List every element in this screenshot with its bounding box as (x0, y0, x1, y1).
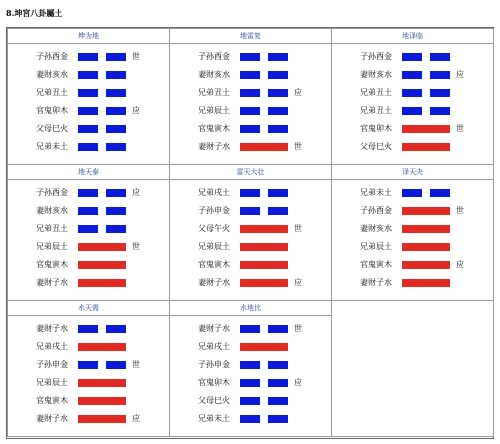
hexagram-line (332, 183, 493, 201)
hexagram-line (8, 65, 169, 83)
yang-line-bar (240, 343, 288, 351)
hexagram-line (8, 137, 169, 155)
line-marker: 世 (132, 360, 140, 369)
hexagram-line (332, 101, 493, 119)
yang-line-bar (240, 225, 288, 233)
line-label: 父母巳火 (36, 124, 68, 133)
yin-line-segment (268, 125, 288, 133)
line-marker: 应 (132, 188, 140, 197)
line-label: 官鬼卯木 (198, 378, 230, 387)
yin-line-segment (268, 107, 288, 115)
line-label: 妻财子水 (36, 278, 68, 287)
line-label: 官鬼寅木 (360, 260, 392, 269)
line-label: 兄弟戌土 (36, 342, 68, 351)
line-label: 官鬼卯木 (36, 106, 68, 115)
yin-line-segment (240, 361, 260, 369)
yin-line-segment (106, 107, 126, 115)
hexagram-panel (7, 28, 170, 165)
yin-line-segment (402, 89, 422, 97)
yang-line-bar (78, 243, 126, 251)
hexagram-line (8, 201, 169, 219)
yin-line-segment (240, 71, 260, 79)
line-label: 妻财亥水 (360, 224, 392, 233)
yin-line-segment (106, 125, 126, 133)
yang-line-bar (240, 279, 288, 287)
line-label: 子孙酉金 (36, 188, 68, 197)
yang-line-bar (78, 397, 126, 405)
yang-line-bar (240, 143, 288, 151)
yin-line-segment (240, 379, 260, 387)
hexagram-panel (7, 300, 170, 437)
line-marker: 世 (132, 52, 140, 61)
line-marker: 世 (132, 242, 140, 251)
yin-line-segment (268, 53, 288, 61)
hexagram-line (170, 273, 331, 291)
line-label: 兄弟丑土 (360, 88, 392, 97)
yin-line-segment (106, 361, 126, 369)
hexagram-line (332, 83, 493, 101)
yin-line-segment (402, 107, 422, 115)
hexagram-line (170, 355, 331, 373)
yin-line-segment (402, 53, 422, 61)
line-label: 兄弟辰土 (198, 106, 230, 115)
line-marker: 应 (132, 414, 140, 423)
yin-line-segment (268, 325, 288, 333)
hexagram-line (8, 319, 169, 337)
line-label: 妻财亥水 (36, 70, 68, 79)
yang-line-bar (78, 343, 126, 351)
hexagram-line (8, 119, 169, 137)
line-label: 官鬼寅木 (198, 124, 230, 133)
hexagram-line (170, 337, 331, 355)
yin-line-segment (106, 325, 126, 333)
yin-line-segment (78, 207, 98, 215)
yin-line-segment (268, 379, 288, 387)
line-marker: 应 (132, 106, 140, 115)
line-label: 兄弟辰土 (36, 242, 68, 251)
line-label: 官鬼寅木 (198, 260, 230, 269)
hexagram-panel (169, 164, 332, 301)
hexagram-line (170, 83, 331, 101)
line-label: 妻财亥水 (360, 70, 392, 79)
line-marker: 世 (294, 142, 302, 151)
yin-line-segment (240, 53, 260, 61)
line-label: 妻财子水 (36, 324, 68, 333)
yin-line-segment (106, 53, 126, 61)
line-label: 官鬼寅木 (36, 260, 68, 269)
line-label: 子孙申金 (198, 360, 230, 369)
yin-line-segment (268, 397, 288, 405)
yin-line-segment (402, 189, 422, 197)
line-label: 子孙申金 (36, 360, 68, 369)
hexagram-name: 坤为地 (8, 29, 169, 44)
yin-line-segment (78, 53, 98, 61)
yin-line-segment (240, 107, 260, 115)
yin-line-segment (78, 325, 98, 333)
line-label: 妻财子水 (36, 414, 68, 423)
hexagram-line (170, 391, 331, 409)
yin-line-segment (78, 107, 98, 115)
line-label: 兄弟辰土 (198, 242, 230, 251)
yin-line-segment (268, 189, 288, 197)
hexagram-name: 地泽临 (332, 29, 493, 44)
yin-line-segment (106, 71, 126, 79)
yin-line-segment (268, 71, 288, 79)
hexagram-line (8, 355, 169, 373)
yin-line-segment (78, 89, 98, 97)
line-label: 兄弟戌土 (198, 342, 230, 351)
line-marker: 应 (294, 88, 302, 97)
hexagram-line (8, 219, 169, 237)
hexagram-line (170, 183, 331, 201)
hexagram-name: 地天泰 (8, 165, 169, 180)
hexagram-line (8, 237, 169, 255)
yang-line-bar (78, 279, 126, 287)
hexagram-line (170, 409, 331, 427)
yin-line-segment (240, 415, 260, 423)
hexagram-line (170, 65, 331, 83)
line-label: 子孙申金 (198, 206, 230, 215)
line-label: 官鬼寅木 (36, 396, 68, 405)
line-marker: 应 (456, 260, 464, 269)
line-label: 妻财子水 (198, 324, 230, 333)
line-label: 兄弟未土 (198, 414, 230, 423)
yin-line-segment (240, 189, 260, 197)
yang-line-bar (402, 125, 450, 133)
hexagram-line (332, 47, 493, 65)
hexagram-line (8, 101, 169, 119)
empty-panel (331, 300, 494, 437)
line-label: 官鬼卯木 (360, 124, 392, 133)
yin-line-segment (430, 71, 450, 79)
yang-line-bar (78, 379, 126, 387)
line-label: 兄弟丑土 (360, 106, 392, 115)
line-label: 兄弟未土 (360, 188, 392, 197)
yang-line-bar (402, 261, 450, 269)
line-label: 兄弟辰土 (36, 378, 68, 387)
page-title: 8.坤宮八卦屬土 (6, 8, 63, 18)
line-label: 子孙酉金 (360, 52, 392, 61)
hexagram-line (170, 119, 331, 137)
hexagram-panel (7, 164, 170, 301)
hexagram-name: 水地比 (170, 301, 331, 316)
line-label: 兄弟辰土 (360, 242, 392, 251)
line-label: 兄弟未土 (36, 142, 68, 151)
yin-line-segment (268, 361, 288, 369)
hexagram-line (8, 255, 169, 273)
line-marker: 世 (294, 224, 302, 233)
line-label: 兄弟丑土 (36, 224, 68, 233)
yang-line-bar (402, 143, 450, 151)
hexagram-line (170, 319, 331, 337)
yin-line-segment (106, 225, 126, 233)
hexagram-line (170, 255, 331, 273)
hexagram-line (170, 237, 331, 255)
yang-line-bar (402, 207, 450, 215)
yin-line-segment (78, 225, 98, 233)
yang-line-bar (78, 415, 126, 423)
hexagram-line (170, 219, 331, 237)
yin-line-segment (240, 397, 260, 405)
yin-line-segment (430, 89, 450, 97)
hexagram-line (8, 391, 169, 409)
yin-line-segment (430, 189, 450, 197)
line-marker: 应 (294, 378, 302, 387)
hexagram-line (332, 201, 493, 219)
line-marker: 应 (294, 278, 302, 287)
line-label: 父母午火 (198, 224, 230, 233)
yin-line-segment (240, 325, 260, 333)
yin-line-segment (106, 189, 126, 197)
line-label: 兄弟丑土 (36, 88, 68, 97)
yin-line-segment (268, 415, 288, 423)
yin-line-segment (106, 89, 126, 97)
hexagram-line (170, 201, 331, 219)
hexagram-panel (169, 300, 332, 437)
yin-line-segment (240, 207, 260, 215)
yin-line-segment (402, 71, 422, 79)
hexagram-line (170, 137, 331, 155)
yin-line-segment (268, 207, 288, 215)
yin-line-segment (106, 143, 126, 151)
yang-line-bar (402, 243, 450, 251)
yin-line-segment (78, 125, 98, 133)
hexagram-line (8, 47, 169, 65)
yin-line-segment (78, 71, 98, 79)
line-label: 兄弟戌土 (198, 188, 230, 197)
hexagram-name: 地雷复 (170, 29, 331, 44)
hexagram-panel (331, 164, 494, 301)
line-label: 妻财子水 (360, 278, 392, 287)
yin-line-segment (78, 143, 98, 151)
hexagram-line (332, 273, 493, 291)
hexagram-line (332, 237, 493, 255)
line-marker: 世 (294, 324, 302, 333)
line-marker: 应 (456, 70, 464, 79)
line-marker: 世 (456, 124, 464, 133)
hexagram-line (332, 137, 493, 155)
yin-line-segment (240, 89, 260, 97)
line-marker: 世 (456, 206, 464, 215)
line-label: 妻财亥水 (36, 206, 68, 215)
line-label: 妻财子水 (198, 142, 230, 151)
line-label: 父母巳火 (360, 142, 392, 151)
hexagram-line (8, 83, 169, 101)
hexagram-line (8, 337, 169, 355)
line-label: 兄弟丑土 (198, 88, 230, 97)
line-label: 子孙酉金 (36, 52, 68, 61)
yang-line-bar (240, 243, 288, 251)
hexagram-line (170, 101, 331, 119)
hexagram-name: 水天需 (8, 301, 169, 316)
yin-line-segment (268, 89, 288, 97)
hexagram-line (170, 373, 331, 391)
yin-line-segment (430, 107, 450, 115)
hexagram-line (332, 119, 493, 137)
hexagram-name: 泽天夬 (332, 165, 493, 180)
line-label: 妻财亥水 (198, 70, 230, 79)
yin-line-segment (240, 125, 260, 133)
yang-line-bar (402, 225, 450, 233)
yin-line-segment (430, 53, 450, 61)
hexagram-line (332, 65, 493, 83)
hexagram-name: 雷天大壮 (170, 165, 331, 180)
line-label: 子孙酉金 (198, 52, 230, 61)
hexagram-line (8, 373, 169, 391)
hexagram-line (170, 47, 331, 65)
yin-line-segment (78, 189, 98, 197)
yin-line-segment (106, 207, 126, 215)
hexagram-line (332, 255, 493, 273)
line-label: 父母巳火 (198, 396, 230, 405)
line-label: 子孙酉金 (360, 206, 392, 215)
hexagram-line (332, 219, 493, 237)
hexagram-line (8, 273, 169, 291)
yang-line-bar (240, 261, 288, 269)
line-label: 妻财子水 (198, 278, 230, 287)
hexagram-panel (169, 28, 332, 165)
hexagram-panel (331, 28, 494, 165)
yang-line-bar (402, 279, 450, 287)
hexagram-grid (6, 27, 494, 439)
yang-line-bar (78, 261, 126, 269)
hexagram-line (8, 409, 169, 427)
yin-line-segment (78, 361, 98, 369)
hexagram-line (8, 183, 169, 201)
